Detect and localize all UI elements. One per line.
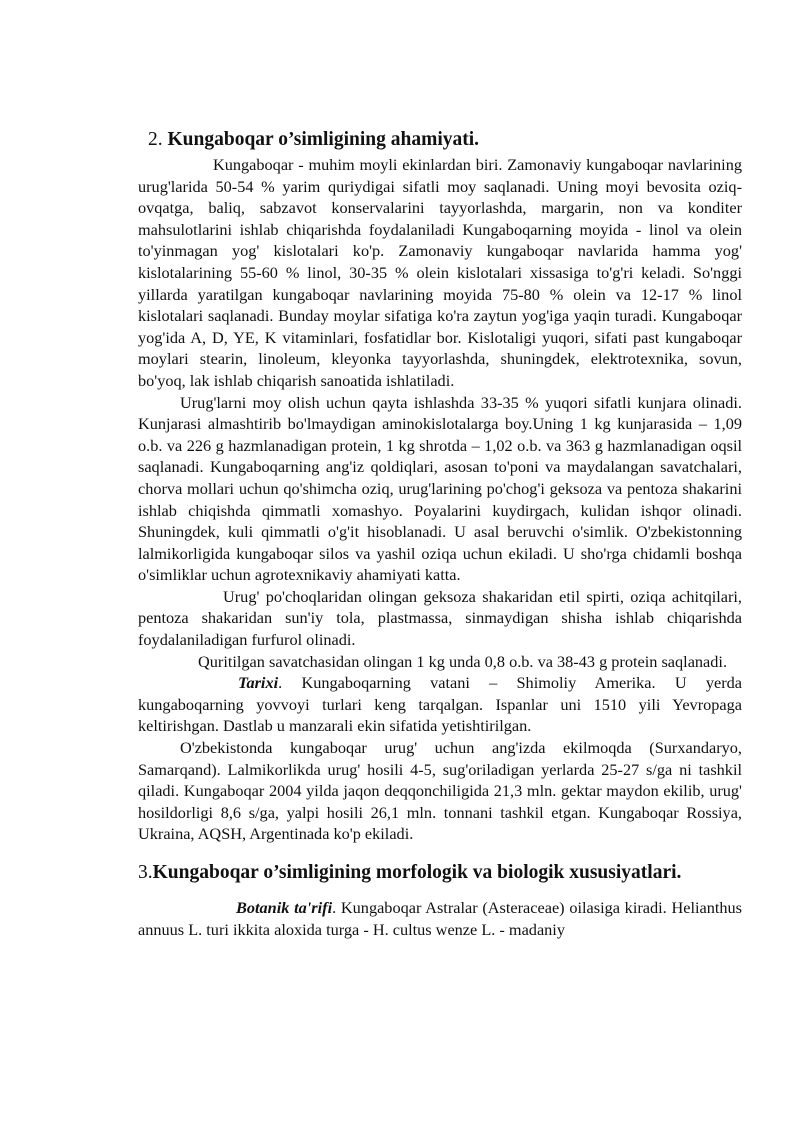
section-3-heading <box>138 861 742 885</box>
paragraph-uzbekistan: O'zbekistonda kungaboqar urug' uchun ang'izda ekilmoqda (Surxandaryo, Samarqand). Lalmikorlikda urug' hosili 4-5, sug'oriladigan yerlarda 25-27 s/ga ni tashkil qiladi. Kungaboqar 2004 yilda jaqon deqqonchiligida 21,3 mln. gektar maydon ekilib, urug' hosildorligi 8,6 s/ga, yalpi hosili 26,1 mln. tonnani tashkil etgan. Kungaboqar Rossiya, Ukraina, AQSH, Argentinada ko'p ekiladi. <box>138 738 742 844</box>
paragraph-tarixi <box>138 672 742 737</box>
section-3-title: Kungaboqar o’simligining morfologik va biologik xususiyatlari. <box>152 862 682 883</box>
paragraph-geksoza: Urug' po'choqlaridan olingan geksoza shakaridan etil spirti, oziqa achitqilari, pentoza shakaridan sun'iy tola, plastmassa, sinmaydigan shisha ishlab chiqarishda foydalaniladigan furfurol olinadi. <box>138 586 742 650</box>
paragraph-importance: Kungaboqar - muhim moyli ekinlardan biri. Zamonaviy kungaboqar navlarining urug'larida 50-54 % yarim quriydigai sifatli moy saqlanadi. Uning moyi bevosita oziq-ovqatga, baliq, sabzavot konservalarini tayyorlashda, margarin, non va konditer mahsulotlarini ishlab chiqarishda foydalaniladi Kungaboqarning moyida - linol va olein to'yinmagan yog' kislotalari ko'p. Zamonaviy kungaboqar navlarida hamma yog' kislotalarining 55-60 % linol, 30-35 % olein kislotalari xissasiga to'g'ri keladi. So'nggi yillarda yaratilgan kungaboqar navlarining moyida 75-80 % olein va 12-17 % linol kislotalari saqlanadi. Bunday moylar sifatiga ko'ra zaytun yog'iga yaqin turadi. Kungaboqar yog'ida A, D, YE, K vitaminlari, fosfatidlar bor. Kislotaligi yuqori, sifati past kungaboqar moylari stearin, linoleum, kleyonka tayyorlashda, shuningdek, elektrotexnika, sovun, bo'yoq, lak ishlab chiqarish sanoatida ishlatiladi. <box>138 155 742 390</box>
botanik-lead: Botanik ta'rifi <box>236 898 333 917</box>
document-page <box>138 128 742 940</box>
section-2-heading <box>148 128 742 152</box>
section-2-title: Kungaboqar o’simligining ahamiyati. <box>167 129 480 150</box>
paragraph-botanik <box>138 897 742 940</box>
section-3-number: 3. <box>138 862 153 883</box>
paragraph-savatcha: Quritilgan savatchasidan olingan 1 kg unda 0,8 o.b. va 38-43 g protein saqlanadi. <box>198 651 728 671</box>
paragraph-kunjara: Urug'larni moy olish uchun qayta ishlashda 33-35 % yuqori sifatli kunjara olinadi. Kunjarasi almashtirib bo'lmaydigan aminokislotalarga boy.Uning 1 kg kunjarasida – 1,09 o.b. va 226 g hazmlanadigan protein, 1 kg shrotda – 1,02 o.b. va 363 g hazmlanadigan oqsil saqlanadi. Kungaboqarning ang'iz qoldiqlari, asosan to'poni va maydalangan savatchalari, chorva mollari uchun qo'shimcha oziq, urug'larining po'chog'i geksoza va pentoza shakarini ishlab chiqishda qimmatli xomashyo. Poyalarini kuydirgach, kulidan ishqor olinadi. Shuningdek, kuli qimmatli o'g'it hisoblanadi. U asal beruvchi o'simlik. O'zbekistonning lalmikorligida kungaboqar silos va yashil oziqa uchun ekiladi. U sho'rga chidamli boshqa o'simliklar uchun agrotexnikaviy ahamiyati katta. <box>138 392 742 585</box>
botanik-text: . Kungaboqar Astralar (Asteraceae) oilasiga kiradi. Helianthus annuus L. turi ikkita aloxida turga - H. cultus wenze L. - madaniy <box>138 898 742 939</box>
tarixi-text: . Kungaboqarning vatani – Shimoliy Amerika. U yerda kungaboqarning yovvoyi turlari keng tarqalgan. Ispanlar uni 1510 yili Yevropaga keltirishgan. Dastlab u manzarali ekin sifatida yetishtirilgan. <box>138 673 742 736</box>
tarixi-lead: Tarixi <box>238 673 279 693</box>
section-2-number: 2. <box>148 129 163 150</box>
